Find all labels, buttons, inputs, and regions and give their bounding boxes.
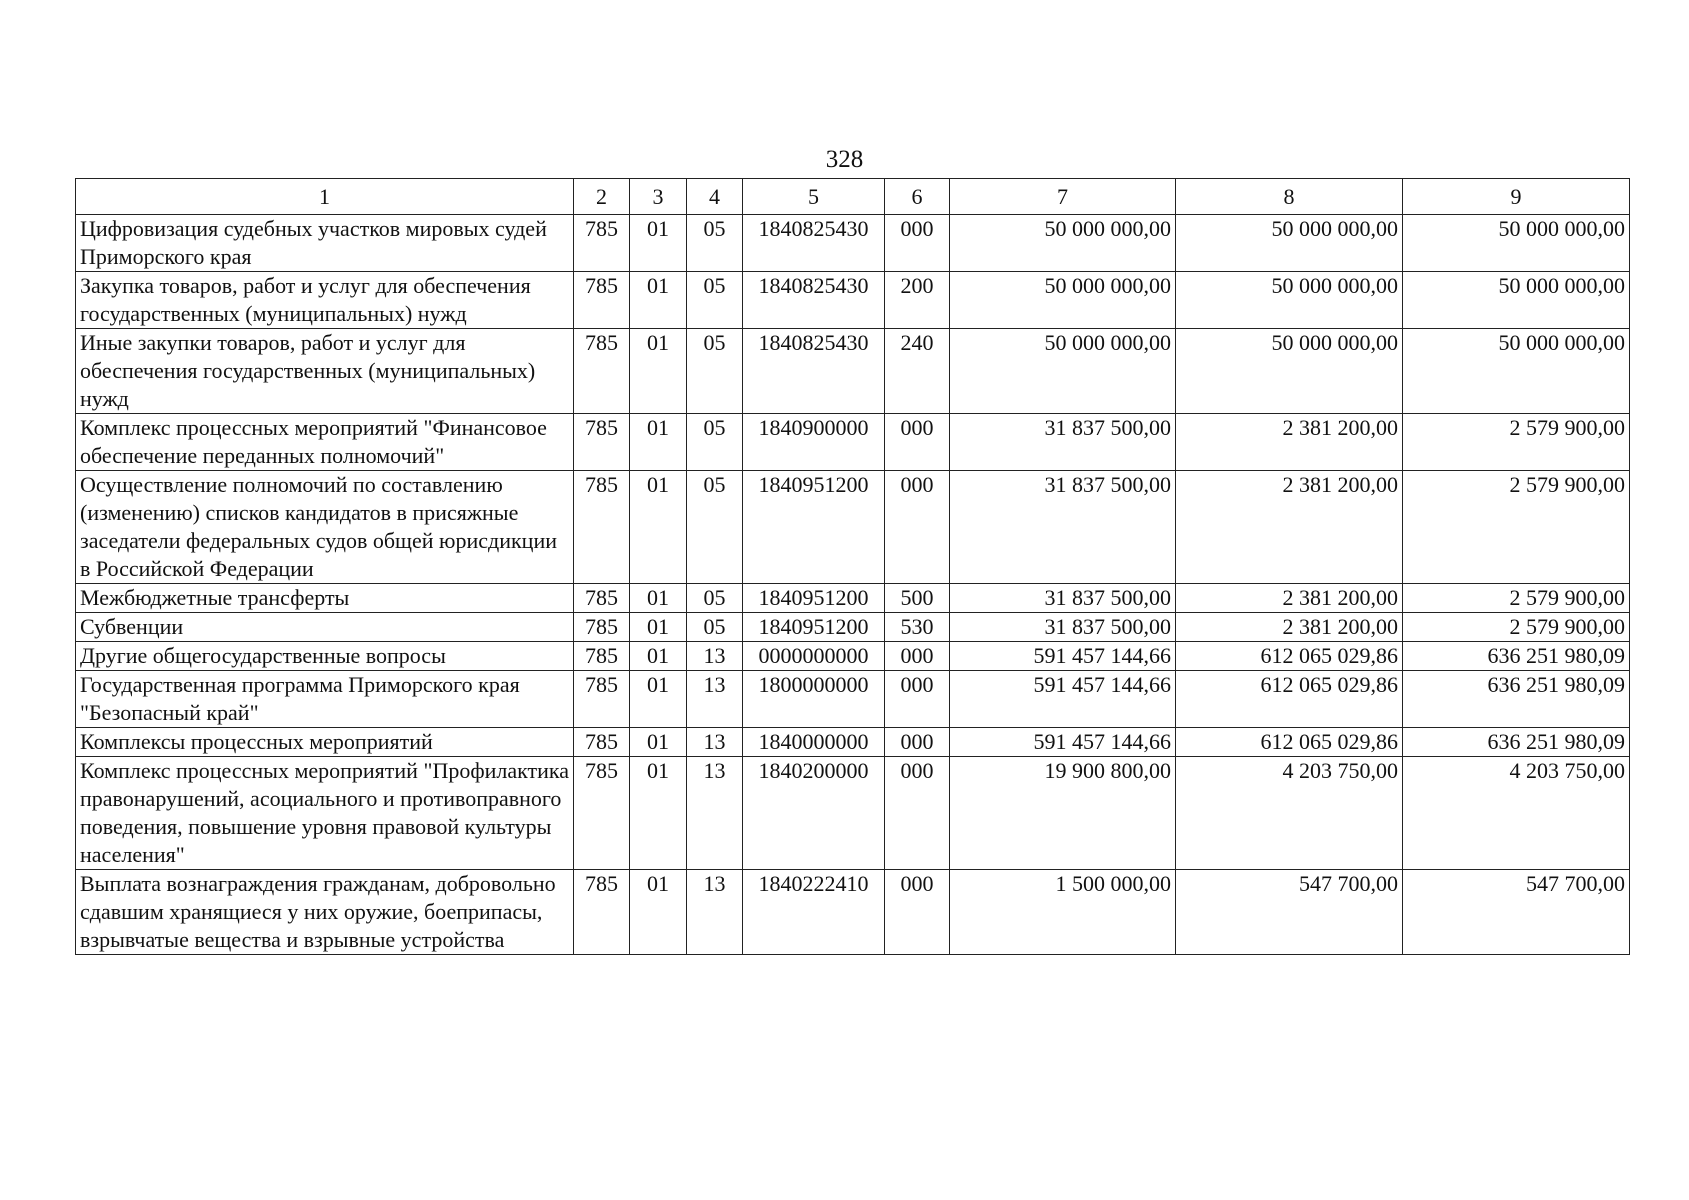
expense-type-cell: 000: [885, 471, 950, 584]
expense-type-cell: 200: [885, 272, 950, 329]
subsection-code-cell: 13: [687, 870, 743, 955]
section-code-cell: 01: [630, 215, 687, 272]
amount-col7-cell: 31 837 500,00: [950, 471, 1176, 584]
expense-type-cell: 000: [885, 414, 950, 471]
amount-col8-cell: 2 381 200,00: [1176, 584, 1403, 613]
subsection-code-cell: 13: [687, 757, 743, 870]
subsection-code-cell: 13: [687, 728, 743, 757]
admin-code-cell: 785: [574, 671, 630, 728]
row-name-cell: Закупка товаров, работ и услуг для обеспечения государственных (муниципальных) нужд: [76, 272, 574, 329]
amount-col7-cell: 591 457 144,66: [950, 671, 1176, 728]
row-name-cell: Государственная программа Приморского края "Безопасный край": [76, 671, 574, 728]
amount-col8-cell: 50 000 000,00: [1176, 272, 1403, 329]
amount-col9-cell: 50 000 000,00: [1403, 329, 1630, 414]
row-name-cell: Комплекс процессных мероприятий "Финансовое обеспечение переданных полномочий": [76, 414, 574, 471]
admin-code-cell: 785: [574, 471, 630, 584]
section-code-cell: 01: [630, 584, 687, 613]
amount-col9-cell: 2 579 900,00: [1403, 414, 1630, 471]
expense-type-cell: 000: [885, 671, 950, 728]
subsection-code-cell: 05: [687, 215, 743, 272]
section-code-cell: 01: [630, 757, 687, 870]
row-name-cell: Межбюджетные трансферты: [76, 584, 574, 613]
subsection-code-cell: 05: [687, 414, 743, 471]
row-name-cell: Комплекс процессных мероприятий "Профилактика правонарушений, асоциального и противоправного поведения, повышение уровня правовой культуры населения": [76, 757, 574, 870]
target-article-cell: 1840825430: [743, 329, 885, 414]
subsection-code-cell: 05: [687, 613, 743, 642]
table-row: [76, 671, 1630, 728]
admin-code-cell: 785: [574, 584, 630, 613]
section-code-cell: 01: [630, 671, 687, 728]
amount-col7-cell: 19 900 800,00: [950, 757, 1176, 870]
target-article-cell: 1840222410: [743, 870, 885, 955]
admin-code-cell: 785: [574, 414, 630, 471]
expense-type-cell: 000: [885, 870, 950, 955]
admin-code-cell: 785: [574, 757, 630, 870]
amount-col9-cell: 636 251 980,09: [1403, 642, 1630, 671]
row-name-cell: Цифровизация судебных участков мировых судей Приморского края: [76, 215, 574, 272]
amount-col8-cell: 547 700,00: [1176, 870, 1403, 955]
subsection-code-cell: 05: [687, 272, 743, 329]
target-article-cell: 1840951200: [743, 471, 885, 584]
table-row: [76, 272, 1630, 329]
target-article-cell: 1840825430: [743, 215, 885, 272]
admin-code-cell: 785: [574, 870, 630, 955]
subsection-code-cell: 05: [687, 584, 743, 613]
column-header: 1: [76, 179, 574, 215]
table-row: [76, 613, 1630, 642]
amount-col7-cell: 31 837 500,00: [950, 584, 1176, 613]
section-code-cell: 01: [630, 471, 687, 584]
target-article-cell: 1800000000: [743, 671, 885, 728]
subsection-code-cell: 13: [687, 671, 743, 728]
amount-col8-cell: 612 065 029,86: [1176, 728, 1403, 757]
amount-col7-cell: 50 000 000,00: [950, 329, 1176, 414]
target-article-cell: 0000000000: [743, 642, 885, 671]
subsection-code-cell: 05: [687, 471, 743, 584]
amount-col9-cell: 636 251 980,09: [1403, 671, 1630, 728]
admin-code-cell: 785: [574, 613, 630, 642]
amount-col7-cell: 591 457 144,66: [950, 642, 1176, 671]
amount-col9-cell: 2 579 900,00: [1403, 471, 1630, 584]
page-number: 328: [825, 146, 864, 173]
table-row: [76, 642, 1630, 671]
column-header: 7: [950, 179, 1176, 215]
section-code-cell: 01: [630, 613, 687, 642]
row-name-cell: Выплата вознаграждения гражданам, добровольно сдавшим хранящиеся у них оружие, боеприпасы, взрывчатые вещества и взрывные устройства: [76, 870, 574, 955]
target-article-cell: 1840825430: [743, 272, 885, 329]
column-header: 6: [885, 179, 950, 215]
amount-col7-cell: 31 837 500,00: [950, 613, 1176, 642]
amount-col8-cell: 4 203 750,00: [1176, 757, 1403, 870]
amount-col8-cell: 2 381 200,00: [1176, 613, 1403, 642]
subsection-code-cell: 05: [687, 329, 743, 414]
column-header: 9: [1403, 179, 1630, 215]
amount-col9-cell: 547 700,00: [1403, 870, 1630, 955]
amount-col8-cell: 612 065 029,86: [1176, 671, 1403, 728]
admin-code-cell: 785: [574, 329, 630, 414]
row-name-cell: Субвенции: [76, 613, 574, 642]
section-code-cell: 01: [630, 728, 687, 757]
amount-col9-cell: 50 000 000,00: [1403, 272, 1630, 329]
table-row: [76, 584, 1630, 613]
row-name-cell: Другие общегосударственные вопросы: [76, 642, 574, 671]
section-code-cell: 01: [630, 414, 687, 471]
admin-code-cell: 785: [574, 215, 630, 272]
table-row: [76, 757, 1630, 870]
column-header: 2: [574, 179, 630, 215]
header-row: [76, 179, 1630, 215]
row-name-cell: Осуществление полномочий по составлению (изменению) списков кандидатов в присяжные заседатели федеральных судов общей юрисдикции в Российской Федерации: [76, 471, 574, 584]
amount-col9-cell: 2 579 900,00: [1403, 584, 1630, 613]
table-row: [76, 215, 1630, 272]
amount-col9-cell: 4 203 750,00: [1403, 757, 1630, 870]
expense-type-cell: 000: [885, 757, 950, 870]
subsection-code-cell: 13: [687, 642, 743, 671]
amount-col9-cell: 636 251 980,09: [1403, 728, 1630, 757]
table-row: [76, 728, 1630, 757]
column-header: 5: [743, 179, 885, 215]
column-header: 8: [1176, 179, 1403, 215]
amount-col7-cell: 591 457 144,66: [950, 728, 1176, 757]
expense-type-cell: 530: [885, 613, 950, 642]
section-code-cell: 01: [630, 329, 687, 414]
admin-code-cell: 785: [574, 272, 630, 329]
target-article-cell: 1840951200: [743, 613, 885, 642]
amount-col8-cell: 50 000 000,00: [1176, 215, 1403, 272]
amount-col8-cell: 2 381 200,00: [1176, 414, 1403, 471]
section-code-cell: 01: [630, 642, 687, 671]
target-article-cell: 1840951200: [743, 584, 885, 613]
amount-col8-cell: 2 381 200,00: [1176, 471, 1403, 584]
amount-col9-cell: 2 579 900,00: [1403, 613, 1630, 642]
expense-type-cell: 240: [885, 329, 950, 414]
target-article-cell: 1840200000: [743, 757, 885, 870]
amount-col7-cell: 50 000 000,00: [950, 272, 1176, 329]
amount-col7-cell: 1 500 000,00: [950, 870, 1176, 955]
target-article-cell: 1840900000: [743, 414, 885, 471]
expense-type-cell: 000: [885, 215, 950, 272]
admin-code-cell: 785: [574, 642, 630, 671]
amount-col8-cell: 612 065 029,86: [1176, 642, 1403, 671]
expense-type-cell: 000: [885, 728, 950, 757]
table-row: [76, 870, 1630, 955]
amount-col8-cell: 50 000 000,00: [1176, 329, 1403, 414]
row-name-cell: Иные закупки товаров, работ и услуг для обеспечения государственных (муниципальных) нужд: [76, 329, 574, 414]
table-row: [76, 471, 1630, 584]
row-name-cell: Комплексы процессных мероприятий: [76, 728, 574, 757]
section-code-cell: 01: [630, 870, 687, 955]
target-article-cell: 1840000000: [743, 728, 885, 757]
column-header: 4: [687, 179, 743, 215]
expense-type-cell: 000: [885, 642, 950, 671]
budget-table: [75, 178, 1630, 955]
admin-code-cell: 785: [574, 728, 630, 757]
amount-col9-cell: 50 000 000,00: [1403, 215, 1630, 272]
table-row: [76, 329, 1630, 414]
amount-col7-cell: 31 837 500,00: [950, 414, 1176, 471]
table-row: [76, 414, 1630, 471]
column-header: 3: [630, 179, 687, 215]
expense-type-cell: 500: [885, 584, 950, 613]
section-code-cell: 01: [630, 272, 687, 329]
amount-col7-cell: 50 000 000,00: [950, 215, 1176, 272]
